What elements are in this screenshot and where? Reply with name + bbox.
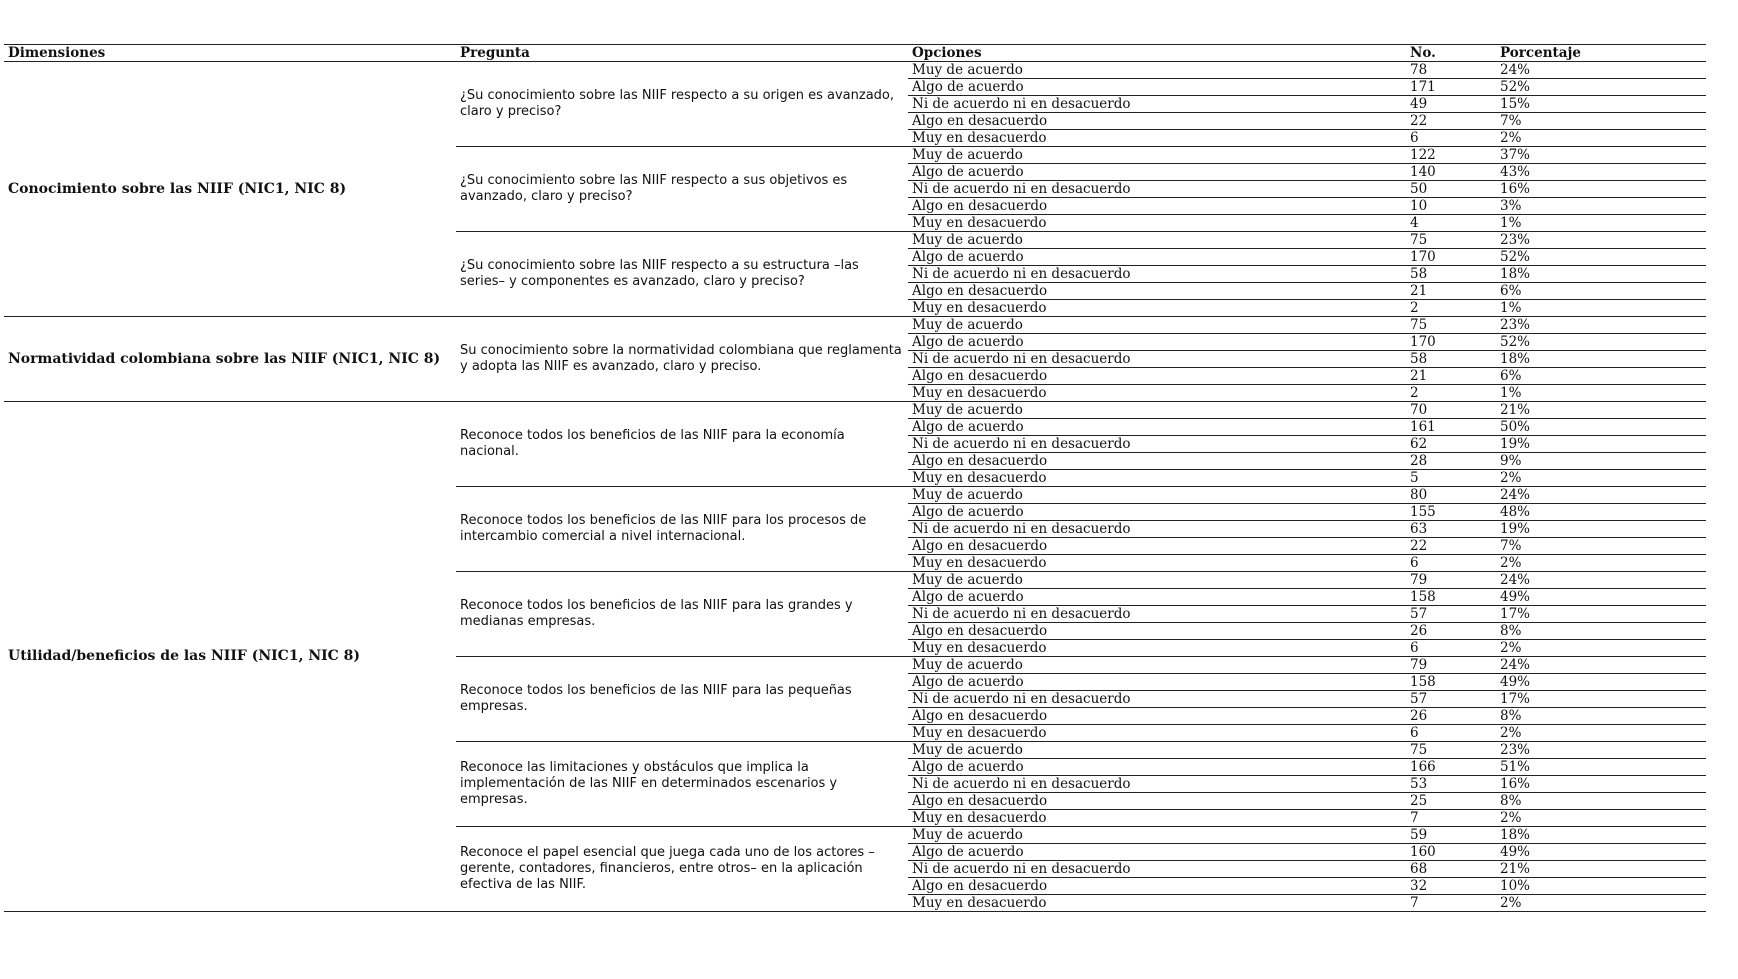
- question-cell: ¿Su conocimiento sobre las NIIF respecto a sus objetivos es avanzado, claro y preciso?: [456, 147, 908, 232]
- question-cell: Reconoce todos los beneficios de las NIIF para las grandes y medianas empresas.: [456, 572, 908, 657]
- header-percent: Porcentaje: [1496, 45, 1706, 62]
- question-cell: Reconoce todos los beneficios de las NIIF para los procesos de intercambio comercial a nivel internacional.: [456, 487, 908, 572]
- table-row: [4, 62, 1706, 79]
- count-cell: 170: [1406, 334, 1496, 351]
- count-cell: 53: [1406, 776, 1496, 793]
- percent-cell: 51%: [1496, 759, 1706, 776]
- percent-cell: 18%: [1496, 827, 1706, 844]
- count-cell: 62: [1406, 436, 1496, 453]
- option-cell: Ni de acuerdo ni en desacuerdo: [908, 436, 1406, 453]
- percent-cell: 19%: [1496, 521, 1706, 538]
- count-cell: 59: [1406, 827, 1496, 844]
- count-cell: 50: [1406, 181, 1496, 198]
- percent-cell: 3%: [1496, 198, 1706, 215]
- survey-results-table: [4, 44, 1706, 912]
- count-cell: 10: [1406, 198, 1496, 215]
- option-cell: Muy en desacuerdo: [908, 130, 1406, 147]
- option-cell: Algo de acuerdo: [908, 249, 1406, 266]
- percent-cell: 7%: [1496, 113, 1706, 130]
- option-cell: Ni de acuerdo ni en desacuerdo: [908, 96, 1406, 113]
- percent-cell: 49%: [1496, 589, 1706, 606]
- option-cell: Algo en desacuerdo: [908, 198, 1406, 215]
- option-cell: Muy de acuerdo: [908, 742, 1406, 759]
- dimension-cell: Utilidad/beneficios de las NIIF (NIC1, NIC 8): [4, 402, 456, 912]
- count-cell: 6: [1406, 130, 1496, 147]
- option-cell: Ni de acuerdo ni en desacuerdo: [908, 351, 1406, 368]
- option-cell: Algo de acuerdo: [908, 164, 1406, 181]
- option-cell: Muy de acuerdo: [908, 147, 1406, 164]
- percent-cell: 6%: [1496, 283, 1706, 300]
- count-cell: 166: [1406, 759, 1496, 776]
- option-cell: Ni de acuerdo ni en desacuerdo: [908, 691, 1406, 708]
- percent-cell: 48%: [1496, 504, 1706, 521]
- option-cell: Muy de acuerdo: [908, 487, 1406, 504]
- option-cell: Muy en desacuerdo: [908, 385, 1406, 402]
- option-cell: Algo de acuerdo: [908, 674, 1406, 691]
- count-cell: 75: [1406, 742, 1496, 759]
- percent-cell: 1%: [1496, 300, 1706, 317]
- count-cell: 25: [1406, 793, 1496, 810]
- count-cell: 4: [1406, 215, 1496, 232]
- percent-cell: 2%: [1496, 470, 1706, 487]
- option-cell: Algo en desacuerdo: [908, 283, 1406, 300]
- percent-cell: 16%: [1496, 776, 1706, 793]
- count-cell: 21: [1406, 283, 1496, 300]
- percent-cell: 9%: [1496, 453, 1706, 470]
- count-cell: 122: [1406, 147, 1496, 164]
- percent-cell: 23%: [1496, 317, 1706, 334]
- option-cell: Ni de acuerdo ni en desacuerdo: [908, 181, 1406, 198]
- percent-cell: 2%: [1496, 725, 1706, 742]
- percent-cell: 50%: [1496, 419, 1706, 436]
- option-cell: Ni de acuerdo ni en desacuerdo: [908, 266, 1406, 283]
- count-cell: 158: [1406, 674, 1496, 691]
- option-cell: Ni de acuerdo ni en desacuerdo: [908, 521, 1406, 538]
- count-cell: 140: [1406, 164, 1496, 181]
- percent-cell: 8%: [1496, 623, 1706, 640]
- count-cell: 155: [1406, 504, 1496, 521]
- option-cell: Algo de acuerdo: [908, 759, 1406, 776]
- count-cell: 26: [1406, 623, 1496, 640]
- option-cell: Ni de acuerdo ni en desacuerdo: [908, 606, 1406, 623]
- option-cell: Muy en desacuerdo: [908, 555, 1406, 572]
- count-cell: 28: [1406, 453, 1496, 470]
- percent-cell: 6%: [1496, 368, 1706, 385]
- question-cell: Reconoce las limitaciones y obstáculos que implica la implementación de las NIIF en determinados escenarios y empresas.: [456, 742, 908, 827]
- count-cell: 170: [1406, 249, 1496, 266]
- option-cell: Muy en desacuerdo: [908, 640, 1406, 657]
- option-cell: Muy de acuerdo: [908, 402, 1406, 419]
- option-cell: Algo de acuerdo: [908, 589, 1406, 606]
- percent-cell: 52%: [1496, 334, 1706, 351]
- header-row: [4, 45, 1706, 62]
- option-cell: Algo en desacuerdo: [908, 368, 1406, 385]
- percent-cell: 18%: [1496, 351, 1706, 368]
- count-cell: 75: [1406, 317, 1496, 334]
- option-cell: Muy en desacuerdo: [908, 470, 1406, 487]
- count-cell: 68: [1406, 861, 1496, 878]
- count-cell: 2: [1406, 385, 1496, 402]
- option-cell: Muy de acuerdo: [908, 317, 1406, 334]
- percent-cell: 1%: [1496, 215, 1706, 232]
- count-cell: 6: [1406, 640, 1496, 657]
- table-body: [4, 62, 1706, 912]
- option-cell: Ni de acuerdo ni en desacuerdo: [908, 861, 1406, 878]
- count-cell: 80: [1406, 487, 1496, 504]
- count-cell: 79: [1406, 572, 1496, 589]
- header-options: Opciones: [908, 45, 1406, 62]
- percent-cell: 24%: [1496, 62, 1706, 79]
- percent-cell: 24%: [1496, 572, 1706, 589]
- count-cell: 7: [1406, 810, 1496, 827]
- option-cell: Muy en desacuerdo: [908, 215, 1406, 232]
- percent-cell: 18%: [1496, 266, 1706, 283]
- option-cell: Algo de acuerdo: [908, 79, 1406, 96]
- option-cell: Algo en desacuerdo: [908, 623, 1406, 640]
- count-cell: 171: [1406, 79, 1496, 96]
- option-cell: Muy en desacuerdo: [908, 895, 1406, 912]
- percent-cell: 10%: [1496, 878, 1706, 895]
- percent-cell: 8%: [1496, 793, 1706, 810]
- count-cell: 7: [1406, 895, 1496, 912]
- count-cell: 5: [1406, 470, 1496, 487]
- percent-cell: 49%: [1496, 674, 1706, 691]
- percent-cell: 52%: [1496, 79, 1706, 96]
- percent-cell: 2%: [1496, 810, 1706, 827]
- header-dimension: Dimensiones: [4, 45, 456, 62]
- question-cell: Su conocimiento sobre la normatividad colombiana que reglamenta y adopta las NIIF es avanzado, claro y preciso.: [456, 317, 908, 402]
- percent-cell: 2%: [1496, 895, 1706, 912]
- option-cell: Algo de acuerdo: [908, 504, 1406, 521]
- percent-cell: 43%: [1496, 164, 1706, 181]
- percent-cell: 49%: [1496, 844, 1706, 861]
- count-cell: 158: [1406, 589, 1496, 606]
- percent-cell: 2%: [1496, 640, 1706, 657]
- percent-cell: 19%: [1496, 436, 1706, 453]
- question-cell: ¿Su conocimiento sobre las NIIF respecto a su estructura –las series– y componentes es avanzado, claro y preciso?: [456, 232, 908, 317]
- percent-cell: 52%: [1496, 249, 1706, 266]
- percent-cell: 2%: [1496, 130, 1706, 147]
- percent-cell: 1%: [1496, 385, 1706, 402]
- dimension-cell: Conocimiento sobre las NIIF (NIC1, NIC 8): [4, 62, 456, 317]
- question-cell: Reconoce todos los beneficios de las NIIF para las pequeñas empresas.: [456, 657, 908, 742]
- percent-cell: 21%: [1496, 402, 1706, 419]
- percent-cell: 17%: [1496, 606, 1706, 623]
- percent-cell: 24%: [1496, 657, 1706, 674]
- count-cell: 22: [1406, 538, 1496, 555]
- percent-cell: 2%: [1496, 555, 1706, 572]
- header-question: Pregunta: [456, 45, 908, 62]
- option-cell: Muy en desacuerdo: [908, 725, 1406, 742]
- percent-cell: 7%: [1496, 538, 1706, 555]
- count-cell: 32: [1406, 878, 1496, 895]
- option-cell: Muy en desacuerdo: [908, 300, 1406, 317]
- option-cell: Ni de acuerdo ni en desacuerdo: [908, 776, 1406, 793]
- count-cell: 75: [1406, 232, 1496, 249]
- count-cell: 161: [1406, 419, 1496, 436]
- count-cell: 6: [1406, 555, 1496, 572]
- option-cell: Muy de acuerdo: [908, 827, 1406, 844]
- count-cell: 160: [1406, 844, 1496, 861]
- count-cell: 22: [1406, 113, 1496, 130]
- count-cell: 79: [1406, 657, 1496, 674]
- option-cell: Muy de acuerdo: [908, 232, 1406, 249]
- percent-cell: 17%: [1496, 691, 1706, 708]
- question-cell: Reconoce el papel esencial que juega cada uno de los actores –gerente, contadores, financieros, entre otros– en la aplicación efectiva de las NIIF.: [456, 827, 908, 912]
- count-cell: 58: [1406, 351, 1496, 368]
- table-header: [4, 45, 1706, 62]
- percent-cell: 23%: [1496, 232, 1706, 249]
- option-cell: Muy de acuerdo: [908, 657, 1406, 674]
- option-cell: Algo en desacuerdo: [908, 453, 1406, 470]
- option-cell: Muy en desacuerdo: [908, 810, 1406, 827]
- option-cell: Algo en desacuerdo: [908, 538, 1406, 555]
- option-cell: Algo de acuerdo: [908, 419, 1406, 436]
- table-row: [4, 317, 1706, 334]
- percent-cell: 15%: [1496, 96, 1706, 113]
- question-cell: ¿Su conocimiento sobre las NIIF respecto a su origen es avanzado, claro y preciso?: [456, 62, 908, 147]
- table-row: [4, 402, 1706, 419]
- percent-cell: 24%: [1496, 487, 1706, 504]
- percent-cell: 16%: [1496, 181, 1706, 198]
- percent-cell: 37%: [1496, 147, 1706, 164]
- count-cell: 57: [1406, 691, 1496, 708]
- option-cell: Algo en desacuerdo: [908, 878, 1406, 895]
- count-cell: 63: [1406, 521, 1496, 538]
- option-cell: Algo en desacuerdo: [908, 113, 1406, 130]
- count-cell: 49: [1406, 96, 1496, 113]
- count-cell: 57: [1406, 606, 1496, 623]
- count-cell: 2: [1406, 300, 1496, 317]
- option-cell: Algo en desacuerdo: [908, 793, 1406, 810]
- count-cell: 21: [1406, 368, 1496, 385]
- option-cell: Algo de acuerdo: [908, 844, 1406, 861]
- count-cell: 26: [1406, 708, 1496, 725]
- percent-cell: 21%: [1496, 861, 1706, 878]
- percent-cell: 23%: [1496, 742, 1706, 759]
- dimension-cell: Normatividad colombiana sobre las NIIF (NIC1, NIC 8): [4, 317, 456, 402]
- count-cell: 6: [1406, 725, 1496, 742]
- option-cell: Muy de acuerdo: [908, 62, 1406, 79]
- option-cell: Muy de acuerdo: [908, 572, 1406, 589]
- header-count: No.: [1406, 45, 1496, 62]
- option-cell: Algo en desacuerdo: [908, 708, 1406, 725]
- option-cell: Algo de acuerdo: [908, 334, 1406, 351]
- question-cell: Reconoce todos los beneficios de las NIIF para la economía nacional.: [456, 402, 908, 487]
- count-cell: 78: [1406, 62, 1496, 79]
- percent-cell: 8%: [1496, 708, 1706, 725]
- count-cell: 58: [1406, 266, 1496, 283]
- count-cell: 70: [1406, 402, 1496, 419]
